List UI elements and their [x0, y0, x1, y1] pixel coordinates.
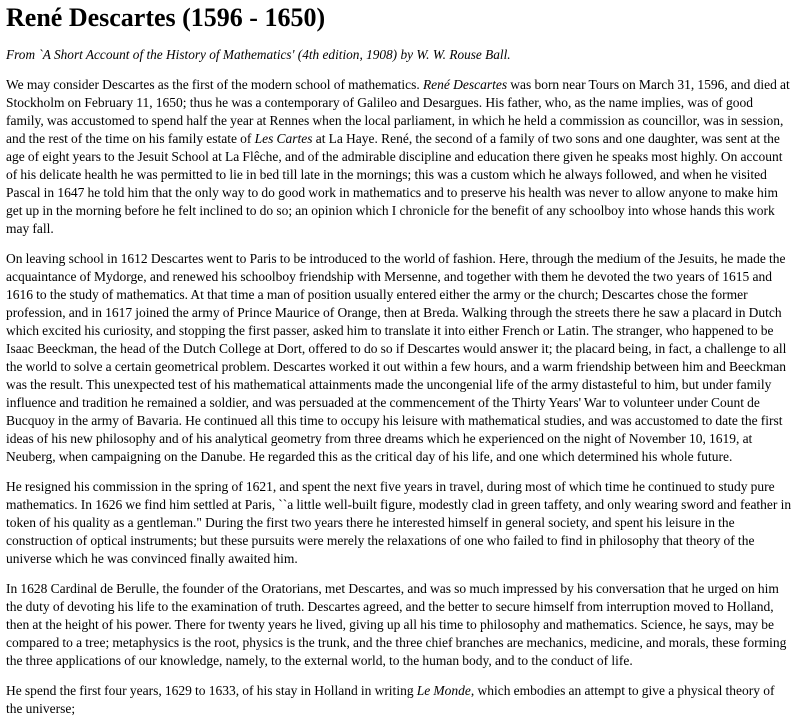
paragraph-5-text-a: He spend the first four years, 1629 to 1633, of his stay in Holland in writing: [6, 683, 417, 698]
page-title: René Descartes (1596 - 1650): [6, 3, 326, 32]
page: [0, 2, 792, 718]
paragraph-5: [6, 682, 792, 718]
name-rene-descartes: René Descartes: [422, 77, 508, 92]
paragraph-1-text-a: We may consider Descartes as the first of the modern school of mathematics.: [6, 77, 423, 92]
paragraph-4: In 1628 Cardinal de Berulle, the founder of the Oratorians, met Descartes, and was so much impressed by his conversation that he urged on him the duty of devoting his life to the examination of truth. Descartes agreed, and the better to secure himself from interruption moved to Holland, then at the height of his power. There for twenty years he lived, giving up all his time to philosophy and mathematics. Science, he says, may be compared to a tree; metaphysics is the root, physics is the trunk, and the three chief branches are mechanics, medicine, and morals, these forming the three applications of our knowledge, namely, to the external world, to the human body, and to the conduct of life.: [6, 581, 787, 668]
paragraph-1-text-e: at La Haye. René, the second of a family of two sons and one daughter, was sent at the age of eight years to the Jesuit School at La Flêche, and of the admirable discipline and education there given he speaks most highly. On account of his delicate health he was permitted to lie in bed till late in the mornings; this was a custom which he always followed, and when he visited Pascal in 1647 he told him that the only way to do good work in mathematics and to preserve his health was never to allow anyone to make him get up in the morning before he felt inclined to do so; an opinion which I chronicle for the benefit of any schoolboy into whose hands this work may fall.: [6, 131, 783, 236]
source-citation: From `A Short Account of the History of Mathematics' (4th edition, 1908) by W. W. Rouse Ball.: [6, 47, 511, 62]
estate-les-cartes: Les Cartes: [254, 131, 313, 146]
work-le-monde: Le Monde: [416, 683, 471, 698]
paragraph-3: He resigned his commission in the spring of 1621, and spent the next five years in travel, during most of which time he continued to study pure mathematics. In 1626 we find him settled at Paris, ``a little well-built figure, modestly clad in green taffety, and only wearing sword and feather in token of his quality as a gentleman." During the first two years there he interested himself in general society, and spent his leisure in the construction of optical instruments; but these pursuits were merely the relaxations of one who failed to find in philosophy that theory of the universe which he was convinced finally awaited him.: [6, 479, 792, 566]
paragraph-1: [6, 76, 792, 238]
paragraph-5-text-c: , which embodies an attempt to give a physical theory of the universe;: [6, 683, 775, 716]
paragraph-1-text-c: was born near Tours on March 31, 1596, and died at Stockholm on February 11, 1650; thus he was a contemporary of Galileo and Desargues. His father, who, as the name implies, was of good family, was accustomed to spend half the year at Rennes when the local parliament, in which he held a commission as councillor, was in session, and the rest of the time on his family estate of: [6, 77, 790, 146]
paragraph-2: On leaving school in 1612 Descartes went to Paris to be introduced to the world of fashion. Here, through the medium of the Jesuits, he made the acquaintance of Mydorge, and renewed his schoolboy friendship with Mersenne, and together with them he devoted the two years of 1615 and 1616 to the study of mathematics. At that time a man of position usually entered either the army or the church; Descartes chose the former profession, and in 1617 joined the army of Prince Maurice of Orange, then at Breda. Walking through the streets there he saw a placard in Dutch which excited his curiosity, and stopping the first passer, asked him to translate it into either French or Latin. The stranger, who happened to be Isaac Beeckman, the head of the Dutch College at Dort, offered to do so if Descartes would answer it; the placard being, in fact, a challenge to all the world to solve a certain geometrical problem. Descartes worked it out within a few hours, and a warm friendship between him and Beeckman was the result. This unexpected test of his mathematical attainments made the uncongenial life of the army distasteful to him, but under family influence and tradition he remained a soldier, and was persuaded at the commencement of the Thirty Years' War to volunteer under Count de Bucquoy in the army of Bavaria. He continued all this time to occupy his leisure with mathematical studies, and was accustomed to date the first ideas of his new philosophy and of his analytical geometry from three dreams which he experienced on the night of November 10, 1619, at Neuberg, when campaigning on the Danube. He regarded this as the critical day of his life, and one which determined his whole future.: [6, 251, 787, 464]
